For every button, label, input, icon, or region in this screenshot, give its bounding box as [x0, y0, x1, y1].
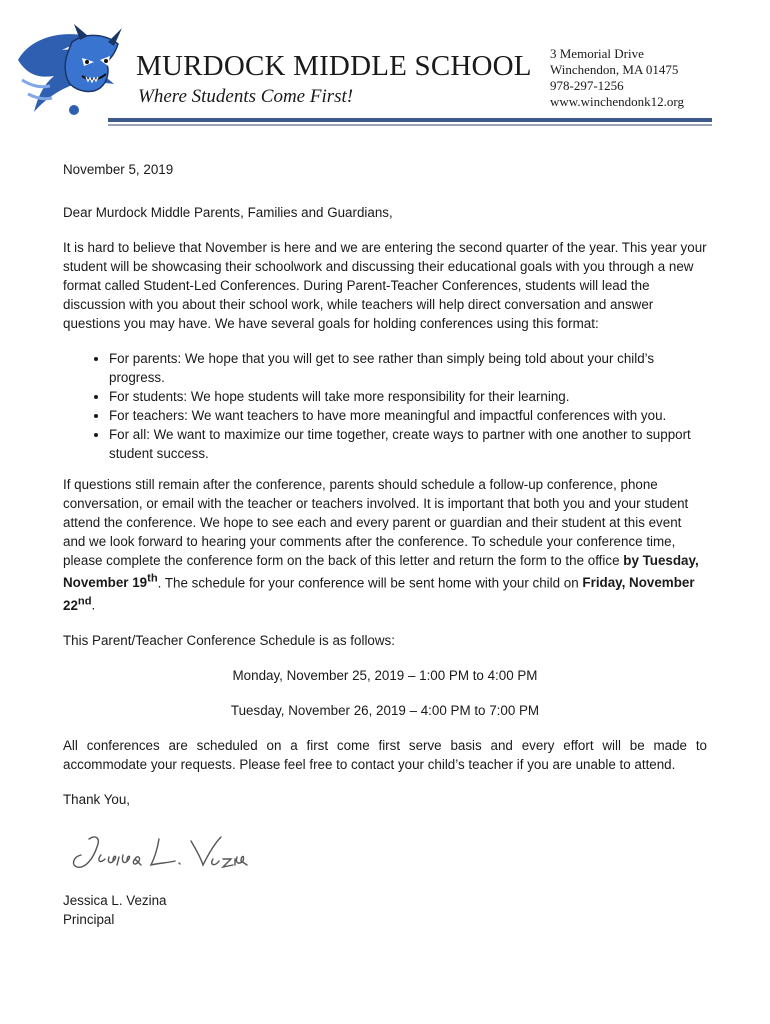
followup-paragraph: If questions still remain after the conference, parents should schedule a follow-up conference, phone conversation, or email with the teacher or teachers involved. It is important that both you and your student attend the conference. We hope to see each and every parent or guardian and their student at this event and we look forward to hearing your comments after the conference. To schedule your conference time, please complete the conference form on the back of this letter and return the form to the office by Tuesday, November 19th. The schedule for your conference will be sent home with your child on Friday, November 22nd.	[63, 477, 699, 613]
letter-date: November 5, 2019	[63, 162, 174, 177]
deadline: by Tuesday, November 19th	[63, 553, 699, 591]
goal-item: • For all: We want to maximize our time together, create ways to partner with one another to support student success.	[109, 425, 707, 463]
goal-item: • For teachers: We want teachers to have more meaningful and impactful conferences with you.	[109, 406, 707, 425]
address-city: Winchendon, MA 01475	[550, 62, 679, 77]
letter-body	[63, 160, 707, 929]
header-rule-gray	[108, 124, 712, 126]
followup-text-2: . The schedule for your conference will be sent home with your child on	[157, 575, 579, 591]
followup-text: If questions still remain after the conference, parents should schedule a follow-up conference, phone conversation, or email with the teacher or teachers involved. It is important that both you and your student attend the conference. We hope to see each and every parent or guardian and their student at this event and we look forward to hearing your comments after the conference. To schedule your conference time, please complete the conference form on the back of this letter and return the form to the office	[63, 477, 689, 568]
closing-paragraph: All conferences are scheduled on a first come first serve basis and every effort will be made to accommodate your requests. Please feel free to contact your child’s teacher if you are unable to attend.	[63, 737, 707, 772]
salutation: Dear Murdock Middle Parents, Families and Guardians,	[63, 205, 393, 220]
signer-block	[63, 891, 707, 929]
schedule-item: Monday, November 25, 2019 – 1:00 PM to 4:00 PM	[232, 667, 538, 683]
intro-paragraph: It is hard to believe that November is here and we are entering the second quarter of the year. This year your student will be showcasing their schoolwork and discussing their educational goals with you through a new format called Student-Led Conferences. During Parent-Teacher Conferences, students will lead the discussion with you about their school work, while teachers will help direct conversation and answer questions you may have. We have several goals for holding conferences using this format:	[63, 240, 707, 331]
goal-item: • For students: We hope students will take more responsibility for their learning.	[109, 387, 707, 406]
school-name: MURDOCK MIDDLE SCHOOL	[136, 50, 532, 82]
header-rule-blue	[108, 118, 712, 122]
closing: Thank You,	[63, 791, 131, 807]
sendhome-date: Friday, November 22nd	[63, 575, 695, 613]
school-address	[550, 46, 684, 110]
address-website: www.winchendonk12.org	[550, 94, 684, 109]
schedule-intro: This Parent/Teacher Conference Schedule is as follows:	[63, 632, 395, 648]
signer-title: Principal	[63, 911, 115, 927]
address-street: 3 Memorial Drive	[550, 46, 644, 61]
school-tagline: Where Students Come First!	[138, 86, 354, 107]
goals-list	[63, 349, 707, 463]
blue-devil-mascot-icon	[10, 20, 130, 124]
signer-name: Jessica L. Vezina	[63, 892, 167, 908]
address-phone: 978-297-1256	[550, 78, 624, 93]
signature	[67, 825, 257, 885]
schedule-item: Tuesday, November 26, 2019 – 4:00 PM to 7:00 PM	[230, 702, 540, 718]
goal-item: • For parents: We hope that you will get to see rather than simply being told about your child’s progress.	[109, 349, 707, 387]
letterhead	[0, 0, 770, 130]
